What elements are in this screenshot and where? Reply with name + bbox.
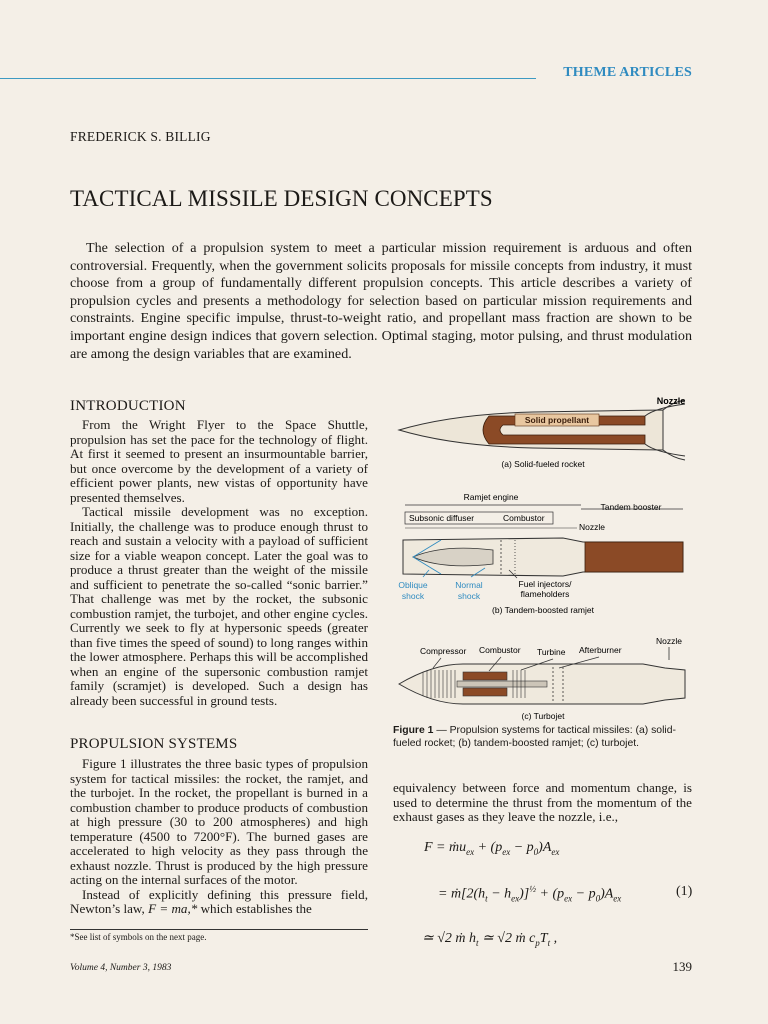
label-fuel-injectors-1: Fuel injectors/ — [518, 579, 572, 589]
section-label: THEME ARTICLES — [563, 65, 692, 80]
label-normal-shock-1: Normal — [455, 580, 483, 590]
inline-equation: F = ma,* — [148, 901, 198, 916]
propulsion-paragraph-1: Figure 1 illustrates the three basic types of propulsion system for tactical missiles: the rocket, the ramjet, and the turbojet. In the rocket, the propellant is burned in a combustion chamber to produce products of combustion at high pressure (30 to 200 atmospheres) and high temperature (4500 to 7200°F). The burned gases are accelerated to high velocity as they pass through the exhaust nozzle. Thrust is produced by the high pressure acting on the internal surfaces of the motor. — [70, 756, 368, 887]
article-title: TACTICAL MISSILE DESIGN CONCEPTS — [70, 186, 493, 211]
footnote-rule — [70, 929, 368, 930]
abstract: The selection of a propulsion system to meet a particular mission requirement is arduous and often controversial. Frequently, when the government solicits proposals for missile concepts from industry, it must choose from a group of fundamentally different propulsion concepts. This article describes a variety of propulsion cycles and presents a methodology for selection based on particular mission requirements and constraints. Engine specific impulse, thrust-to-weight ratio, and propellant mass fraction are shown to be important engine design indices that govern selection. Optimal staging, motor pulsing, and thrust modulation are among the design variables that are examined. — [70, 240, 692, 362]
label-fuel-injectors-2: flameholders — [520, 589, 570, 599]
equation-thrust-expanded: = $ṁ[2(h_t - h_{ex})]^{\frac{1}{2}} + (p_{ex} - p_0)A_{ex}$ — [438, 884, 622, 904]
intro-body — [70, 418, 368, 708]
turbojet-diagram — [399, 636, 685, 721]
equation-thrust-approx: ≃ √2 ṁ $h_t$ ≃ √2 ṁ $c_pT_t$ , — [422, 931, 558, 948]
propulsion-paragraph-2 — [70, 888, 368, 917]
figure-1-diagram — [393, 392, 693, 722]
intro-paragraph-2: Tactical missile development was no exception. Initially, the challenge was to produce enough thrust to reach and sustain a velocity with a payload of sufficient size for a viable weapon concept. Later the goal was to produce a thrust greater than the weight of the missile and sufficient to penetrate the so-called “sonic barrier.” That challenge was met by the rocket, the subsonic combustion ramjet, the turbojet, and other engine cycles. Currently we seek to fly at hypersonic speeds (greater than five times the speed of sound) to long ranges within the lower atmosphere. Perhaps this will be accomplished when an engine of the supersonic combustion ramjet family (scramjet) is developed. Such a design has already been successful in ground tests. — [70, 504, 368, 708]
label-afterburner: Afterburner — [579, 645, 622, 655]
propulsion-body — [70, 757, 368, 917]
figure-caption — [393, 725, 692, 750]
paragraph-start: Instead of explicitly defining this pressure field, Newton’s law, — [70, 886, 368, 916]
label-turbojet-nozzle: Nozzle — [656, 636, 682, 646]
author-name: FREDERICK S. BILLIG — [70, 129, 211, 144]
label-normal-shock-2: shock — [457, 591, 481, 601]
paragraph-end: which establishes the — [200, 901, 312, 916]
label-turbine: Turbine — [537, 647, 566, 657]
label-oblique-shock-1: Oblique — [398, 580, 428, 590]
intro-heading: INTRODUCTION — [70, 398, 186, 414]
ramjet-diagram — [398, 492, 683, 615]
propulsion-heading: PROPULSION SYSTEMS — [70, 736, 238, 752]
label-turbojet-combustor: Combustor — [479, 645, 521, 655]
label-oblique-shock-2: shock — [401, 591, 425, 601]
equation-thrust: F = ṁu$_{ex}$ + $(p_{ex} - p_0)A_{ex}$ — [424, 840, 560, 857]
label-ramjet-engine: Ramjet engine — [463, 492, 519, 502]
label-ramjet-nozzle: Nozzle — [579, 522, 605, 532]
equation-number: (1) — [676, 884, 693, 899]
label-subsonic-diffuser: Subsonic diffuser — [409, 513, 475, 523]
label-tandem-booster: Tandem booster — [600, 502, 662, 512]
figure-caption-text: — Propulsion systems for tactical missiles: (a) solid-fueled rocket; (b) tandem-boosted ramjet; (c) turbojet. — [393, 725, 676, 749]
page-number: 139 — [672, 959, 692, 974]
caption-ramjet: (b) Tandem-boosted ramjet — [492, 605, 594, 615]
label-rocket-nozzle: Nozzle — [656, 396, 686, 406]
rocket-diagram — [399, 396, 685, 469]
right-column-text — [393, 781, 692, 825]
figure-label: Figure 1 — [393, 725, 434, 736]
label-solid-propellant: Solid propellant — [524, 415, 590, 425]
footnote: *See list of symbols on the next page. — [70, 932, 207, 942]
label-ramjet-combustor: Combustor — [503, 513, 545, 523]
header-rule — [0, 78, 536, 79]
caption-rocket: (a) Solid-fueled rocket — [501, 459, 585, 469]
intro-paragraph-1: From the Wright Flyer to the Space Shuttle, propulsion has set the pace for the technology of flight. At first it seemed to present an insurmountable barrier, but once overcome by the development of a variety of efficient power plants, new vistas of opportunity have presented themselves. — [70, 417, 368, 505]
label-compressor: Compressor — [420, 646, 467, 656]
momentum-paragraph: equivalency between force and momentum change, is used to determine the thrust from the momentum of the exhaust gases as they leave the nozzle, i.e., — [393, 780, 692, 824]
journal-info: Volume 4, Number 3, 1983 — [70, 963, 172, 973]
caption-turbojet: (c) Turbojet — [521, 711, 565, 721]
